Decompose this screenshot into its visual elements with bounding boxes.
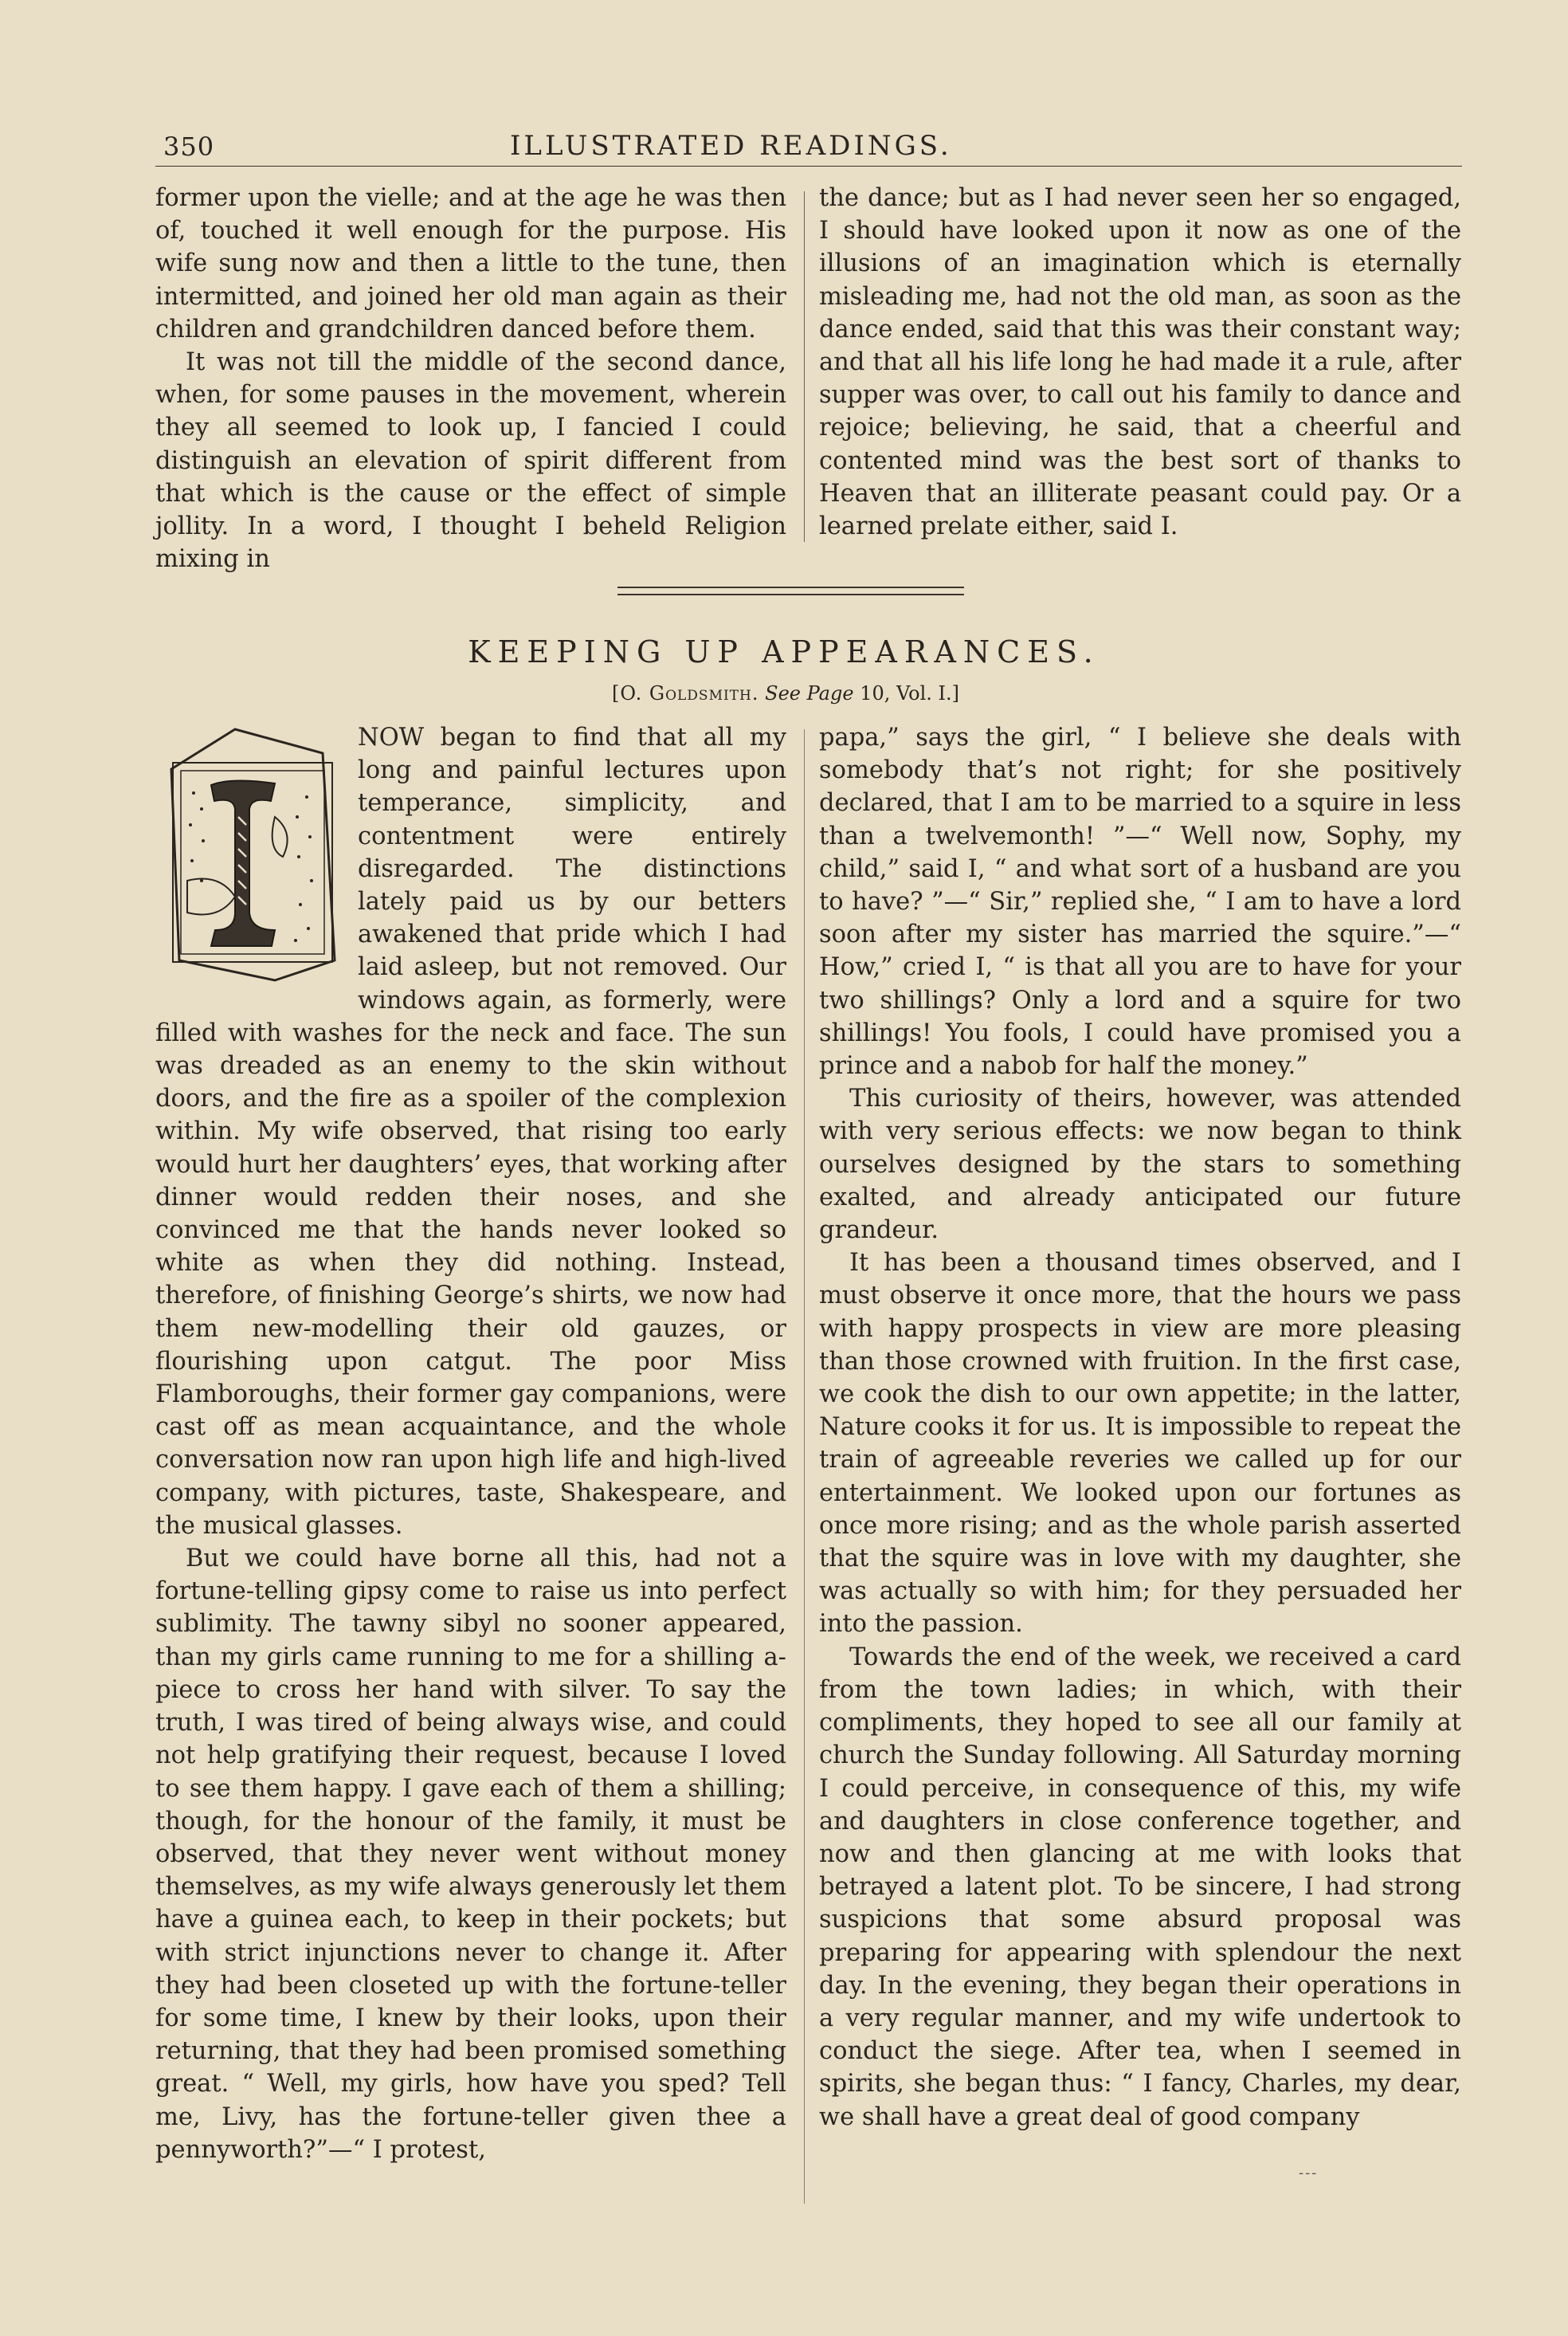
top-left-column [155,182,786,575]
running-title: ILLUSTRATED READINGS. [510,130,952,162]
column-divider [804,729,805,2204]
article-title: KEEPING UP APPEARANCES. [468,634,1100,669]
article-left-column [155,721,786,2166]
paragraph: papa,” says the girl, “ I believe she deals with somebody that’s not right; for she positively declared, that I am to be married to a squire in less than a twelvemonth! ”—“ Well now, Sophy, my child,” said I, “ and what sort of a husband are you to have? ”—“ Sir,” replied she, “ I am to have a lord soon after my sister has married the squire.”—“ How,” cried I, “ is that all you are to have for your two shillings? Only a lord and a squire for two shillings! You fools, I could have promised you a prince and a nabob for half the money.” [819,724,1461,1081]
paragraph: former upon the vielle; and at the age he was then of, touched it well enough for the purpose. His wife sung now and then a little to the tune, then intermitted, and joined her old man again as their children and grandchildren danced before them. [155,184,786,344]
byline-ref: 10, Vol. I.] [860,682,959,705]
header-rule [155,166,1462,167]
page-number: 350 [163,132,215,162]
byline-author: [O. Goldsmith. [612,682,759,705]
column-divider [804,191,805,542]
top-right-column [819,182,1461,543]
paragraph: Towards the end of the week, we received a card from the town ladies; in which, with their compliments, they hoped to see all our family at church the Sunday following. All Saturday morning I could perceive, in consequence of this, my wife and daughters in close conference together, and now and then glancing at me with looks that betrayed a latent plot. To be sincere, I had strong suspicions that some absurd proposal was preparing for appearing with splendour the next day. In the evening, they began their operations in a very regular manner, and my wife undertook to conduct the siege. After tea, when I seemed in spirits, she began thus: “ I fancy, Charles, my dear, we shall have a great deal of good company [819,1643,1461,2131]
byline [612,682,959,705]
section-rule-bottom [617,594,964,595]
article-right-column [819,721,1461,2134]
byline-see: See Page [765,682,854,705]
paragraph-text: NOW began to find that all my long and painful lectures upon temperance, simplicity, and contentment were entirely disregarded. The distinctions lately paid us by our betters awakened that pride which I had laid asleep, but not removed. Our windows again, as formerly, were filled with washes for the neck and face. The sun was dreaded as an enemy to the skin without doors, and the fire as a spoiler of the complexion within. My wife observed, that rising too early would hurt her daughters’ eyes, that working after dinner would redden their noses, and she convinced me that the hands never looked so white as when they did nothing. Instead, therefore, of finishing George’s shirts, we now had them new-modelling their old gauzes, or flourishing upon catgut. The poor Miss Flamboroughs, their former gay companions, were cast off as mean acquaintance, and the whole conversation now ran upon high life and high-lived company, with pictures, taste, Shakespeare, and the musical glasses. [155,724,786,1540]
paragraph: the dance; but as I had never seen her so engaged, I should have looked upon it now as one of the illusions of an imagination which is eternally misleading me, had not the old man, as soon as the dance ended, said that this was their constant way; and that all his life long he had made it a rule, after supper was over, to call out his family to dance and rejoice; believing, he said, that a cheerful and contented mind was the best sort of thanks to Heaven that an illiterate peasant could pay. Or a learned prelate either, said I. [819,184,1461,541]
footer-mark: --- [1299,2165,1319,2181]
paragraph: This curiosity of theirs, however, was attended with very serious effects: we now began to think ourselves designed by the stars to something exalted, and already anticipated our future grandeur. [819,1085,1461,1245]
section-rule-top [617,587,964,588]
paragraph: It was not till the middle of the second dance, when, for some pauses in the movement, wherein they all seemed to look up, I fancied I could distinguish an elevation of spirit different from that which is the cause or the effect of simple jollity. In a word, I thought I beheld Religion mixing in [155,348,786,574]
paragraph: But we could have borne all this, had not a fortune-telling gipsy come to raise us into perfect sublimity. The tawny sibyl no sooner appeared, than my girls came running to me for a shilling a-piece to cross her hand with silver. To say the truth, I was tired of being always wise, and could not help gratifying their request, because I loved to see them happy. I gave each of them a shilling; though, for the honour of the family, it must be observed, that they never went without money themselves, as my wife always generously let them have a guinea each, to keep in their pockets; but with strict injunctions never to change it. After they had been closeted up with the fortune-teller for some time, I knew by their looks, upon their returning, that they had been promised something great. “ Well, my girls, how have you sped? Tell me, Livy, has the fortune-teller given thee a pennyworth?”—“ I protest, [155,1545,786,2164]
paragraph: It has been a thousand times observed, and I must observe it once more, that the hours we pass with happy prospects in view are more pleasing than those crowned with fruition. In the first case, we cook the dish to our own appetite; in the latter, Nature cooks it for us. It is impossible to repeat the train of agreeable reveries we called up for our entertainment. We looked upon our fortunes as once more rising; and as the whole parish asserted that the squire was in love with my daughter, she was actually so with him; for they persuaded her into the passion. [819,1249,1461,1639]
drop-cap-ornament [155,721,347,984]
drop-cap-icon [155,721,347,984]
